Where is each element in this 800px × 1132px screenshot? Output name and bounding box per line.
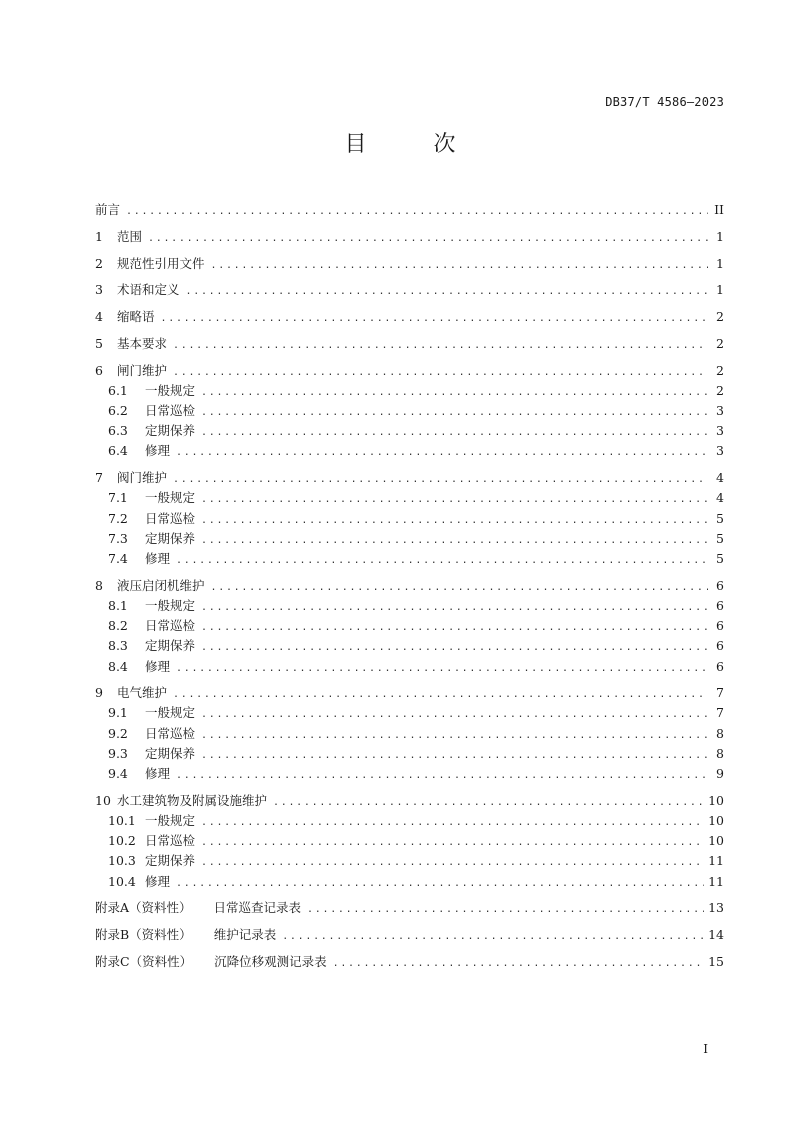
toc-page-number: 1 [716,228,724,244]
toc-number: 7.2 [108,510,128,526]
toc-subentry[interactable] [95,441,724,461]
toc-appendix-label: 附录C（资料性） [95,953,193,969]
toc-label: 沉降位移观测记录表 [214,953,327,969]
toc-page-number: 8 [716,745,724,761]
dot-leader [211,256,708,276]
toc-subentry[interactable] [95,764,724,784]
dot-leader [201,383,708,403]
toc-label: 修理 [145,443,171,459]
toc-subentry[interactable] [95,831,724,851]
toc-number: 10.4 [108,873,136,889]
toc-page-number: 14 [708,927,724,943]
toc-label: 闸门维护 [117,362,168,378]
toc-label: 定期保养 [145,530,196,546]
toc-page-number: 2 [716,362,724,378]
dot-leader [201,705,708,725]
toc-number: 10.3 [108,853,136,869]
toc-entry[interactable] [95,361,724,381]
dot-leader [201,726,708,746]
toc-number: 8.3 [108,638,128,654]
toc-appendix-entry[interactable] [95,925,724,945]
dot-leader [201,511,708,531]
dot-leader [176,443,708,463]
document-code: DB37/T 4586—2023 [605,95,724,109]
dot-leader [173,685,708,705]
toc-entry[interactable] [95,227,724,247]
toc-label: 定期保养 [145,745,196,761]
toc-number: 1 [95,228,103,244]
dot-leader [201,490,708,510]
toc-entry[interactable] [95,200,724,220]
toc-number: 10.2 [108,833,136,849]
toc-number: 8 [95,577,103,593]
toc-subentry[interactable] [95,636,724,656]
toc-page-number: 5 [716,550,724,566]
toc-label: 规范性引用文件 [117,255,205,271]
toc-page-number: 3 [716,443,724,459]
toc-page-number: 6 [716,577,724,593]
toc-label: 一般规定 [145,490,196,506]
toc-label: 一般规定 [145,813,196,828]
dot-leader [201,638,708,658]
toc-appendix-entry[interactable] [95,898,724,918]
dot-leader [211,578,708,598]
dot-leader [176,659,708,679]
toc-page-number: 7 [716,705,724,721]
toc-page-number: 3 [716,423,724,439]
toc-label: 术语和定义 [117,282,180,298]
toc-number: 8.2 [108,618,128,634]
dot-leader [333,954,705,974]
toc-label: 阀门维护 [117,470,168,486]
dot-leader [201,813,704,833]
toc-number: 6 [95,362,103,378]
toc-subentry[interactable] [95,724,724,744]
toc-number: 8.1 [108,597,128,613]
toc-subentry[interactable] [95,509,724,529]
toc-label: 一般规定 [145,705,196,721]
dot-leader [201,423,708,443]
toc-label: 日常巡检 [145,510,196,526]
toc-page-number: 15 [708,953,724,969]
toc-page-number: 4 [716,490,724,506]
toc-page-number: 6 [716,638,724,654]
dot-leader [307,900,704,920]
toc-page-number: II [714,202,724,217]
toc-appendix-label: 附录A（资料性） [95,900,192,916]
dot-leader [201,598,708,618]
toc-number: 9.4 [108,766,128,782]
toc-page-number: 2 [716,335,724,351]
toc-label: 一般规定 [145,382,196,398]
toc-subentry[interactable] [95,421,724,441]
toc-subentry[interactable] [95,616,724,636]
dot-leader [173,470,708,490]
toc-page-number: 2 [716,382,724,398]
toc-label: 一般规定 [145,597,196,613]
toc-page-number: 6 [716,658,724,674]
dot-leader [201,531,708,551]
toc-number: 7.1 [108,490,128,506]
toc-number: 6.4 [108,443,128,459]
toc-number: 7.3 [108,530,128,546]
toc-page-number: 8 [716,725,724,741]
toc-label: 缩略语 [117,309,155,325]
toc-label: 维护记录表 [213,927,277,943]
toc-number: 6.1 [108,382,128,398]
toc-page-number: 6 [716,597,724,613]
toc-subentry[interactable] [95,744,724,764]
toc-label: 日常巡检 [145,833,196,849]
page-number: I [703,1042,708,1056]
toc-page-number: 4 [716,470,724,486]
toc-page-number: 10 [708,792,724,808]
toc-page-number: 3 [716,403,724,419]
dot-leader [161,309,708,329]
toc-page-number: 11 [708,853,724,869]
toc-label: 日常巡检 [145,618,196,634]
toc-subentry[interactable] [95,851,724,871]
dot-leader [282,927,704,947]
toc-subentry[interactable] [95,381,724,401]
toc-subentry[interactable] [95,401,724,421]
toc-page-number: 11 [708,873,724,889]
toc-number: 9.2 [108,725,128,741]
toc-label: 定期保养 [145,423,196,439]
toc-page-number: 6 [716,618,724,634]
toc-label: 定期保养 [145,638,196,654]
dot-leader [176,766,708,786]
toc-page-number: 5 [716,510,724,526]
dot-leader [273,793,704,813]
toc-label: 日常巡检 [145,725,196,741]
toc-appendix-entry[interactable] [95,952,724,972]
dot-leader [176,551,708,571]
toc-label: 修理 [145,766,171,782]
toc-label: 修理 [145,550,171,566]
toc-number: 3 [95,282,103,298]
toc-appendix-label: 附录B（资料性） [95,927,192,943]
toc-page-number: 7 [716,685,724,701]
toc-subentry[interactable] [95,657,724,677]
toc-label: 日常巡检 [145,403,196,419]
toc-number: 7 [95,470,103,486]
toc-subentry[interactable] [95,549,724,569]
dot-leader [186,282,708,302]
dot-leader [176,874,704,894]
toc-entry[interactable] [95,280,724,300]
toc-entry[interactable] [95,254,724,274]
toc-page-number: 13 [708,900,724,916]
toc-entry[interactable] [95,307,724,327]
toc-number: 8.4 [108,658,128,674]
toc-number: 10.1 [108,813,136,828]
toc-label: 修理 [145,873,171,889]
dot-leader [201,618,708,638]
toc-page-number: 2 [716,309,724,325]
toc-number: 5 [95,335,103,351]
toc-number: 4 [95,309,103,325]
toc-label: 基本要求 [117,335,168,351]
toc-page-number: 10 [708,833,724,849]
dot-leader [126,202,708,222]
toc-entry[interactable] [95,683,724,703]
toc-label: 定期保养 [145,853,196,869]
toc-number: 7.4 [108,550,128,566]
dot-leader [201,853,704,873]
toc-label: 水工建筑物及附属设施维护 [117,792,268,808]
toc-number: 2 [95,255,103,271]
dot-leader [201,833,704,853]
toc-label: 范围 [117,228,143,244]
toc-subentry[interactable] [95,488,724,508]
toc-page-number: 10 [708,813,724,828]
toc-subentry[interactable] [95,596,724,616]
toc-number: 6.3 [108,423,128,439]
toc-label: 前言 [95,202,121,217]
table-of-contents [95,200,724,972]
toc-label: 液压启闭机维护 [117,577,205,593]
page-title: 目 次 [344,132,486,157]
toc-subentry[interactable] [95,703,724,723]
toc-entry[interactable] [95,576,724,596]
toc-subentry[interactable] [95,529,724,549]
toc-page-number: 5 [716,530,724,546]
toc-label: 电气维护 [117,685,168,701]
toc-number: 10 [95,792,111,808]
toc-number: 9.1 [108,705,128,721]
toc-number: 9.3 [108,745,128,761]
toc-number: 9 [95,685,103,701]
dot-leader [173,336,708,356]
dot-leader [201,746,708,766]
toc-page-number: 1 [716,255,724,271]
toc-label: 日常巡查记录表 [213,900,302,916]
toc-number: 6.2 [108,403,128,419]
toc-entry[interactable] [95,468,724,488]
dot-leader [173,363,708,383]
toc-subentry[interactable] [95,872,724,892]
toc-label: 修理 [145,658,171,674]
toc-entry[interactable] [95,791,724,811]
toc-subentry[interactable] [95,811,724,831]
toc-entry[interactable] [95,334,724,354]
dot-leader [148,229,708,249]
toc-page-number: 1 [716,282,724,298]
dot-leader [201,403,708,423]
toc-page-number: 9 [716,766,724,782]
